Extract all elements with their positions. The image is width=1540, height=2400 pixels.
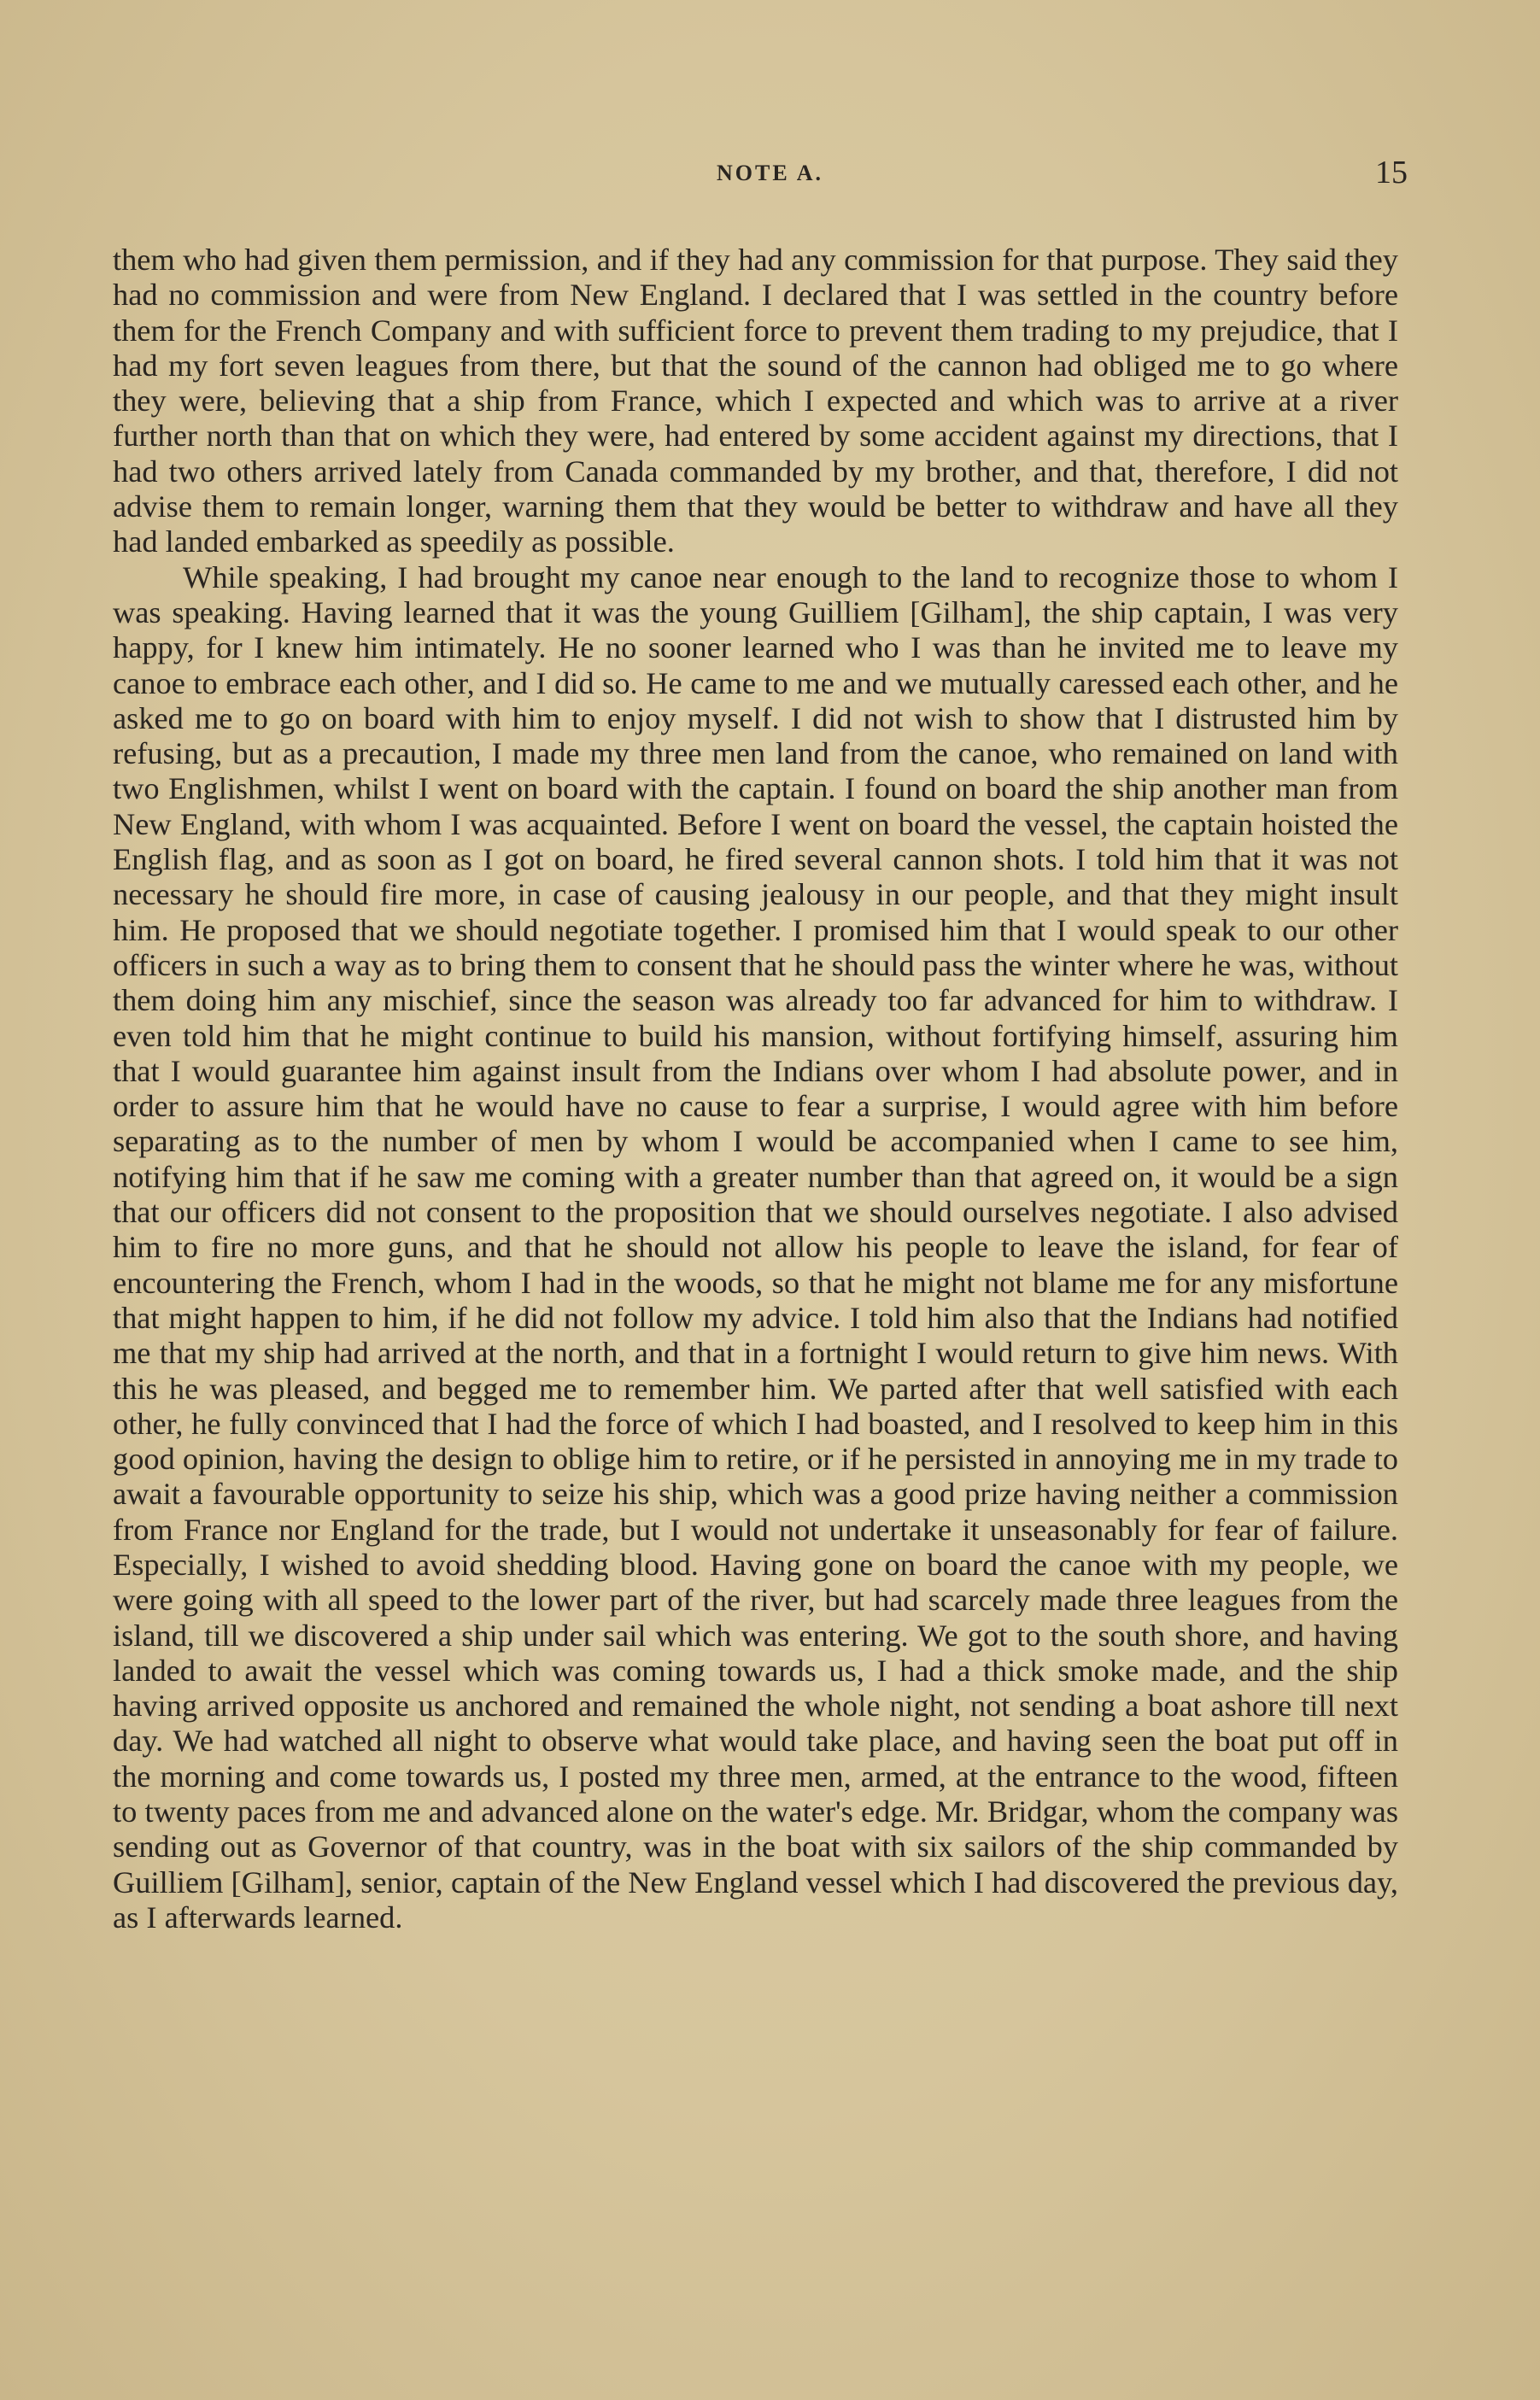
running-title: NOTE A.	[716, 161, 824, 185]
paragraph-continuation: them who had given them permission, and if they had any commission for that purpose. They said they had no commission and were from New England. I declared that I was settled in the country before them for the French Company and with sufficient force to prevent them trading to my prejudice, that I had my fort seven leagues from there, but that the sound of the cannon had obliged me to go where they were, believing that a ship from France, which I expected and which was to arrive at a river further north than that on which they were, had entered by some accident against my directions, that I had two others arrived lately from Canada commanded by my brother, and that, therefore, I did not advise them to remain longer, warning them that they would be better to withdraw and have all they had landed embarked as speedily as possible.	[113, 243, 1398, 559]
body-text	[113, 243, 1398, 1935]
page-number: 15	[1375, 155, 1408, 190]
page-header	[0, 154, 1540, 196]
paragraph: While speaking, I had brought my canoe near enough to the land to recognize those to whom I was speaking. Having learned that it was the young Guilliem [Gilham], the ship captain, I was very happy, for I knew him intimately. He no sooner learned who I was than he invited me to leave my canoe to embrace each other, and I did so. He came to me and we mutually caressed each other, and he asked me to go on board with him to enjoy myself. I did not wish to show that I distrusted him by refusing, but as a precaution, I made my three men land from the canoe, who remained on land with two Englishmen, whilst I went on board with the captain. I found on board the ship another man from New England, with whom I was acquainted. Before I went on board the vessel, the captain hoisted the English flag, and as soon as I got on board, he fired several cannon shots. I told him that it was not necessary he should fire more, in case of causing jealousy in our people, and that they might insult him. He proposed that we should negotiate together. I promised him that I would speak to our other officers in such a way as to bring them to consent that he should pass the winter where he was, without them doing him any mischief, since the season was already too far advanced for him to withdraw. I even told him that he might continue to build his mansion, without fortifying himself, assuring him that I would guarantee him against insult from the Indians over whom I had absolute power, and in order to assure him that he would have no cause to fear a surprise, I would agree with him before separating as to the number of men by whom I would be accompanied when I came to see him, notifying him that if he saw me coming with a greater number than that agreed on, it would be a sign that our officers did not consent to the proposition that we should ourselves negotiate. I also advised him to fire no more guns, and that he should not allow his people to leave the island, for fear of encountering the French, whom I had in the woods, so that he might not blame me for any misfortune that might happen to him, if he did not follow my advice. I told him also that the Indians had notified me that my ship had arrived at the north, and that in a fortnight I would return to give him news. With this he was pleased, and begged me to remember him. We parted after that well satisfied with each other, he fully convinced that I had the force of which I had boasted, and I resolved to keep him in this good opinion, having the design to oblige him to retire, or if he persisted in annoying me in my trade to await a favourable opportunity to seize his ship, which was a good prize having neither a commission from France nor England for the trade, but I would not undertake it unseasonably for fear of failure. Especially, I wished to avoid shedding blood. Having gone on board the canoe with my people, we were going with all speed to the lower part of the river, but had scarcely made three leagues from the island, till we discovered a ship under sail which was entering. We got to the south shore, and having landed to await the vessel which was coming towards us, I had a thick smoke made, and the ship having arrived opposite us anchored and remained the whole night, not sending a boat ashore till next day. We had watched all night to observe what would take place, and having seen the boat put off in the morning and come towards us, I posted my three men, armed, at the entrance to the wood, fifteen to twenty paces from me and advanced alone on the water's edge. Mr. Bridgar, whom the company was sending out as Governor of that country, was in the boat with six sailors of the ship commanded by Guilliem [Gilham], senior, captain of the New England vessel which I had discovered the previous day, as I afterwards learned.	[113, 559, 1398, 1935]
